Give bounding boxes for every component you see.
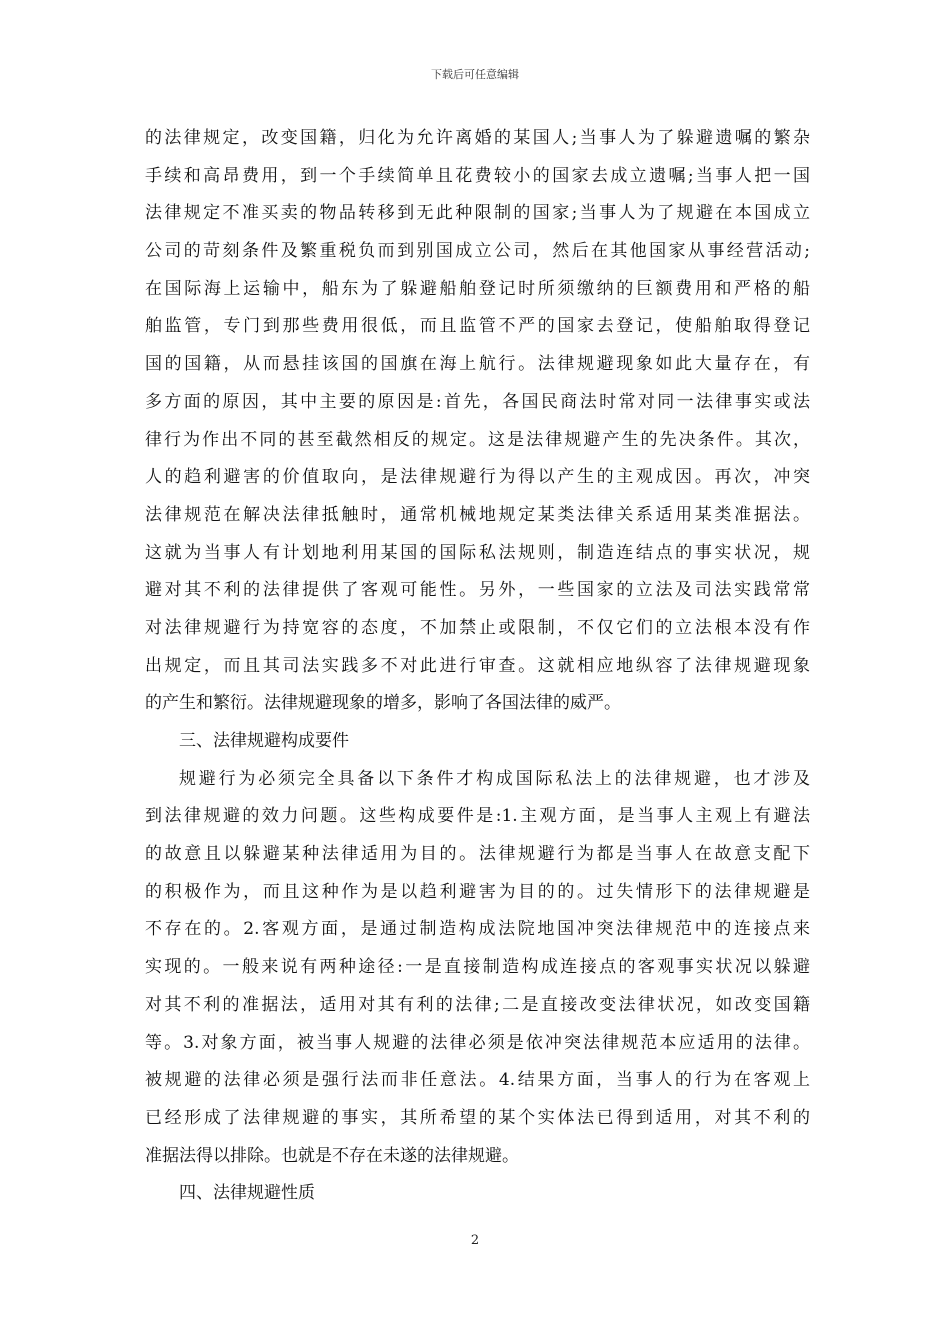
page-number: 2 [470, 1233, 480, 1248]
text-line: 舶监管，专门到那些费用很低，而且监管不严的国家去登记，使船舶取得登记 [145, 316, 810, 337]
body-text [145, 120, 810, 1213]
text-line: 手续和高昂费用，到一个手续简单且花费较小的国家去成立遗嘱;当事人把一国 [145, 165, 810, 186]
text-line: 规避行为必须完全具备以下条件才构成国际私法上的法律规避，也才涉及 [179, 768, 810, 789]
text-line: 被规避的法律必须是强行法而非任意法。4.结果方面，当事人的行为在客观上 [145, 1070, 810, 1091]
text-line: 到法律规避的效力问题。这些构成要件是:1.主观方面，是当事人主观上有避法 [145, 806, 810, 827]
text-line: 法律规定不准买卖的物品转移到无此种限制的国家;当事人为了规避在本国成立 [145, 203, 810, 224]
text-line: 法律规范在解决法律抵触时，通常机械地规定某类法律关系适用某类准据法。 [145, 504, 810, 525]
text-line: 的故意且以躲避某种法律适用为目的。法律规避行为都是当事人在故意支配下 [145, 844, 810, 865]
text-line: 律行为作出不同的甚至截然相反的规定。这是法律规避产生的先决条件。其次， [145, 429, 810, 450]
text-line: 准据法得以排除。也就是不存在未遂的法律规避。 [145, 1145, 519, 1166]
text-line: 这就为当事人有计划地利用某国的国际私法规则，制造连结点的事实状况，规 [145, 542, 810, 563]
text-line: 等。3.对象方面，被当事人规避的法律必须是依冲突法律规范本应适用的法律。 [145, 1032, 810, 1053]
text-line: 人的趋利避害的价值取向，是法律规避行为得以产生的主观成因。再次，冲突 [145, 467, 810, 488]
text-line: 出规定，而且其司法实践多不对此进行审查。这就相应地纵容了法律规避现象 [145, 655, 810, 676]
text-line: 对法律规避行为持宽容的态度，不加禁止或限制，不仅它们的立法根本没有作 [145, 617, 810, 638]
section-heading: 三、法律规避构成要件 [179, 731, 349, 751]
text-line: 的法律规定，改变国籍，归化为允许离婚的某国人;当事人为了躲避遗嘱的繁杂 [145, 128, 810, 148]
text-line: 国的国籍，从而悬挂该国的国旗在海上航行。法律规避现象如此大量存在，有 [145, 354, 810, 375]
text-line: 的积极作为，而且这种作为是以趋利避害为目的的。过失情形下的法律规避是 [145, 881, 810, 902]
text-line: 的产生和繁衍。法律规避现象的增多，影响了各国法律的威严。 [145, 693, 621, 714]
text-line: 公司的苛刻条件及繁重税负而到别国成立公司，然后在其他国家从事经营活动; [145, 241, 810, 262]
section-heading: 四、法律规避性质 [179, 1183, 315, 1204]
text-line: 实现的。一般来说有两种途径:一是直接制造构成连接点的客观事实状况以躲避 [145, 957, 810, 978]
text-line: 对其不利的准据法，适用对其有利的法律;二是直接改变法律状况，如改变国籍 [145, 994, 810, 1015]
page-header: 下载后可任意编辑 [431, 68, 519, 81]
text-line: 已经形成了法律规避的事实，其所希望的某个实体法已得到适用，对其不利的 [145, 1107, 810, 1128]
text-line: 不存在的。2.客观方面，是通过制造构成法院地国冲突法律规范中的连接点来 [145, 919, 810, 940]
text-line: 避对其不利的法律提供了客观可能性。另外，一些国家的立法及司法实践常常 [145, 580, 810, 601]
text-line: 在国际海上运输中，船东为了躲避船舶登记时所须缴纳的巨额费用和严格的船 [145, 278, 810, 299]
text-line: 多方面的原因，其中主要的原因是:首先，各国民商法时常对同一法律事实或法 [145, 391, 810, 412]
